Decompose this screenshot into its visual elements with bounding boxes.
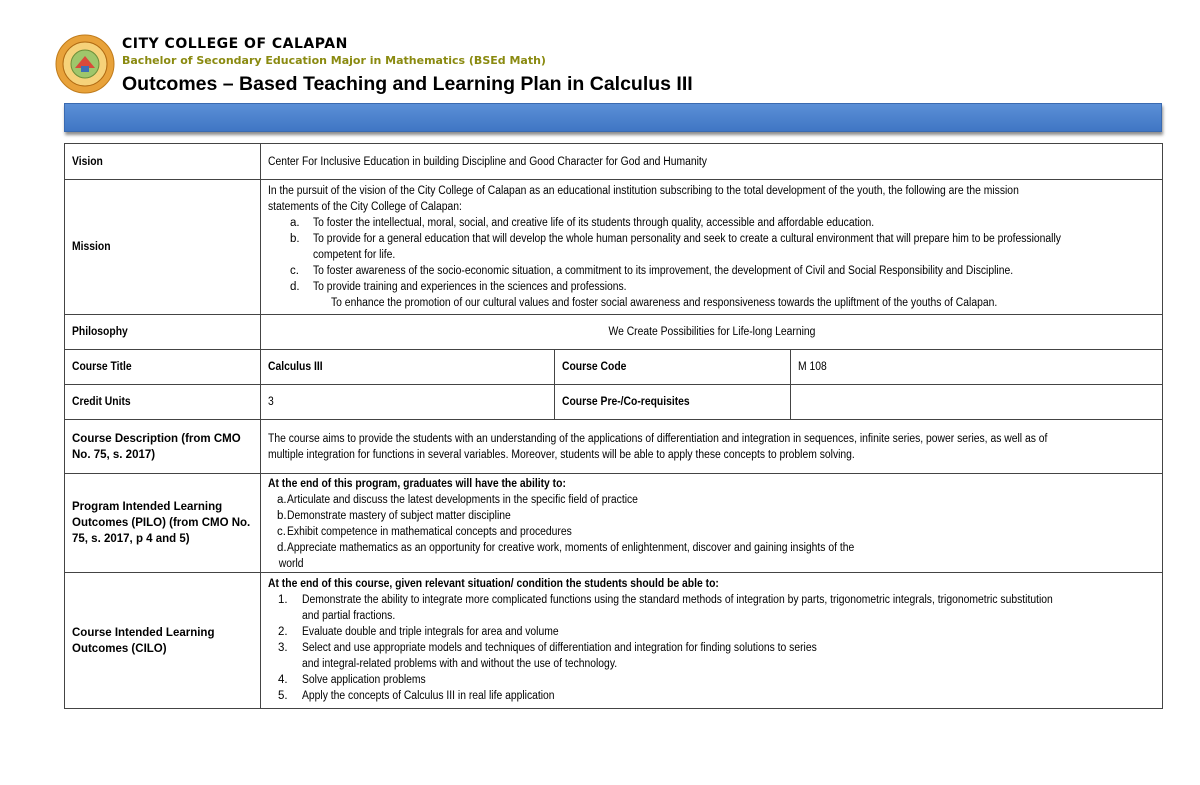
pilo-list [268, 492, 1155, 556]
mission-row [65, 180, 1163, 315]
pilo-row [65, 474, 1163, 573]
college-name: CITY COLLEGE OF CALAPAN [122, 36, 348, 52]
degree-program: Bachelor of Secondary Education Major in Mathematics (BSEd Math) [122, 54, 546, 67]
plan-title: Outcomes – Based Teaching and Learning Plan in Calculus III [122, 73, 693, 95]
pilo-heading: At the end of this program, graduates will have the ability to: [268, 477, 566, 490]
credit-units-label: Credit Units [72, 396, 131, 408]
pilo-label: Program Intended Learning Outcomes (PILO) (from CMO No. 75, s. 2017, p 4 and 5) [72, 501, 251, 545]
mission-list [268, 215, 1155, 295]
mission-label: Mission [72, 241, 111, 253]
list-item: d. Appreciate mathematics as an opportunity for creative work, moments of enlightenment, discover and gaining insights of the [277, 541, 855, 554]
credit-units-row [65, 385, 1163, 420]
course-code: M 108 [798, 361, 827, 373]
course-description-row [65, 420, 1163, 474]
course-description: The course aims to provide the students with an understanding of the applications of differentiation and integration in sequences, infinite series, power series, as well as of [268, 432, 1048, 445]
course-title: Calculus III [268, 361, 323, 373]
pilo-item-d-cont: world [278, 557, 304, 570]
list-item: b. Demonstrate mastery of subject matter discipline [277, 509, 511, 522]
list-item: 5. Apply the concepts of Calculus III in real life application [278, 689, 555, 702]
mission-extra: To enhance the promotion of our cultural values and foster social awareness and responsiveness towards the upliftment of the youths of Calapan. [331, 297, 998, 309]
list-item: 4. Solve application problems [278, 673, 426, 686]
list-item: a. Articulate and discuss the latest developments in the specific field of practice [277, 493, 638, 506]
list-item: 1. Demonstrate the ability to integrate more complicated functions using the standard methods of integration by parts, trigonometric integrals, trigonometric substitution and partial fractions. [278, 593, 1053, 622]
credit-units: 3 [268, 396, 274, 408]
vision-row [65, 144, 1163, 180]
prerequisites-label: Course Pre-/Co-requisites [562, 396, 690, 408]
course-title-row [65, 350, 1163, 385]
vision-label: Vision [72, 155, 103, 168]
list-item: c. To foster awareness of the socio-economic situation, a commitment to its improvement, the development of Civil and Social Responsibility and Discipline. [290, 265, 1014, 277]
list-item: 3. Select and use appropriate models and techniques of differentiation and integration for finding solutions to series and integral-related problems with and without the use of technology. [278, 641, 817, 670]
mission-intro-cont: statements of the City College of Calapan: [268, 201, 462, 213]
list-item: c. Exhibit competence in mathematical concepts and procedures [277, 525, 572, 538]
list-item: a. To foster the intellectual, moral, social, and creative life of its students through quality, accessible and affordable education. [290, 217, 875, 229]
header-banner [64, 103, 1162, 132]
course-code-label: Course Code [562, 361, 627, 373]
cilo-row [65, 573, 1163, 709]
cilo-list [268, 592, 1155, 704]
mission-intro: In the pursuit of the vision of the City College of Calapan as an educational institution subscribing to the total development of the youth, the following are the mission [268, 185, 1019, 197]
philosophy-text: We Create Possibilities for Life-long Learning [608, 326, 815, 338]
list-item: 2. Evaluate double and triple integrals for area and volume [278, 625, 559, 638]
philosophy-label: Philosophy [72, 326, 128, 338]
list-item: d. To provide training and experiences in the sciences and professions. [290, 281, 627, 293]
college-seal-logo [55, 34, 115, 94]
cilo-label: Course Intended Learning Outcomes (CILO) [72, 626, 215, 655]
cilo-heading: At the end of this course, given relevant situation/ condition the students should be able to: [268, 577, 719, 590]
list-item: b. To provide for a general education that will develop the whole human personality and seek to create a cultural environment that will prepare him to be professionally competent for life. [290, 233, 1061, 261]
course-info-table [64, 143, 1163, 709]
vision-text: Center For Inclusive Education in building Discipline and Good Character for God and Humanity [268, 155, 707, 168]
course-description-cont: multiple integration for functions in several variables. Moreover, students will be able to apply these concepts to problem solving. [268, 448, 855, 461]
course-description-label: Course Description (from CMO No. 75, s. 2017) [72, 432, 241, 461]
course-title-label: Course Title [72, 361, 132, 373]
philosophy-row [65, 315, 1163, 350]
